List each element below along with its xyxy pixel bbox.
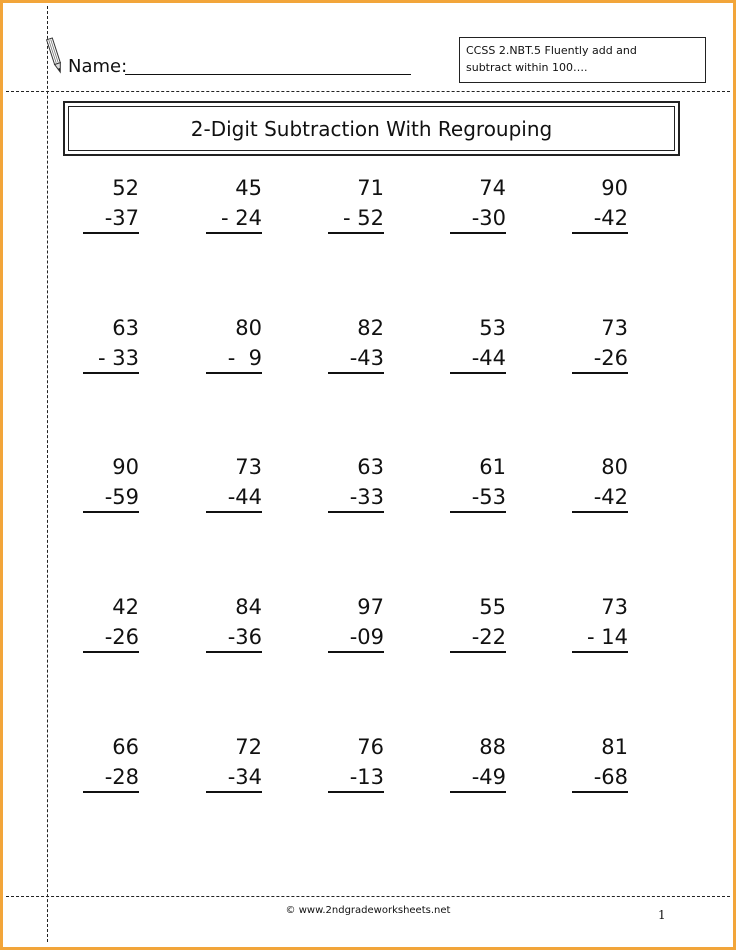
subtrahend: -34	[206, 763, 262, 793]
minuend: 80	[601, 455, 628, 479]
subtrahend: -26	[83, 623, 139, 653]
subtrahend: -28	[83, 763, 139, 793]
subtraction-problem	[83, 731, 139, 793]
minuend: 73	[601, 595, 628, 619]
subtraction-problem	[328, 591, 384, 653]
minuend: 61	[479, 455, 506, 479]
subtraction-problem	[206, 172, 262, 234]
subtrahend: -22	[450, 623, 506, 653]
subtrahend: -53	[450, 483, 506, 513]
minuend: 53	[479, 316, 506, 340]
subtraction-problem	[572, 451, 628, 513]
subtrahend: - 9	[206, 344, 262, 374]
standard-text-line2: subtract within 100….	[466, 61, 588, 74]
minuend: 80	[235, 316, 262, 340]
minuend: 55	[479, 595, 506, 619]
subtraction-problem	[450, 451, 506, 513]
minuend: 90	[112, 455, 139, 479]
page-number: 1	[658, 908, 666, 922]
minuend: 63	[112, 316, 139, 340]
subtrahend: -37	[83, 204, 139, 234]
subtraction-problem	[572, 731, 628, 793]
subtraction-problem	[450, 591, 506, 653]
subtrahend: -13	[328, 763, 384, 793]
subtrahend: -44	[206, 483, 262, 513]
copyright-footer: © www.2ndgradeworksheets.net	[285, 905, 451, 916]
top-cut-line	[6, 91, 730, 92]
minuend: 97	[357, 595, 384, 619]
subtraction-problem	[83, 451, 139, 513]
subtraction-problem	[83, 172, 139, 234]
worksheet-title: 2-Digit Subtraction With Regrouping	[68, 106, 675, 151]
subtrahend: - 52	[328, 204, 384, 234]
subtrahend: - 24	[206, 204, 262, 234]
subtraction-problem	[206, 731, 262, 793]
subtrahend: -30	[450, 204, 506, 234]
minuend: 81	[601, 735, 628, 759]
subtraction-problem	[572, 172, 628, 234]
name-label: Name:	[68, 56, 128, 77]
title-box	[63, 101, 680, 156]
subtrahend: - 33	[83, 344, 139, 374]
pencil-icon	[46, 36, 64, 76]
subtrahend: -44	[450, 344, 506, 374]
minuend: 88	[479, 735, 506, 759]
minuend: 52	[112, 176, 139, 200]
standard-box	[459, 37, 706, 83]
subtraction-problem	[206, 451, 262, 513]
subtrahend: -42	[572, 483, 628, 513]
subtraction-problem	[328, 451, 384, 513]
subtraction-problem	[450, 312, 506, 374]
subtraction-problem	[328, 312, 384, 374]
subtrahend: -43	[328, 344, 384, 374]
subtrahend: -49	[450, 763, 506, 793]
subtrahend: -33	[328, 483, 384, 513]
subtraction-problem	[83, 591, 139, 653]
minuend: 74	[479, 176, 506, 200]
subtraction-problem	[328, 731, 384, 793]
minuend: 72	[235, 735, 262, 759]
subtraction-problem	[450, 172, 506, 234]
subtraction-problem	[572, 591, 628, 653]
subtrahend: -68	[572, 763, 628, 793]
vertical-cut-line	[47, 6, 48, 942]
bottom-cut-line	[6, 896, 730, 897]
subtraction-problem	[83, 312, 139, 374]
subtraction-problem	[572, 312, 628, 374]
minuend: 71	[357, 176, 384, 200]
minuend: 42	[112, 595, 139, 619]
subtraction-problem	[450, 731, 506, 793]
minuend: 73	[601, 316, 628, 340]
minuend: 90	[601, 176, 628, 200]
minuend: 73	[235, 455, 262, 479]
minuend: 63	[357, 455, 384, 479]
subtrahend: -59	[83, 483, 139, 513]
minuend: 45	[235, 176, 262, 200]
subtrahend: -09	[328, 623, 384, 653]
subtraction-problem	[206, 312, 262, 374]
minuend: 66	[112, 735, 139, 759]
subtraction-problem	[206, 591, 262, 653]
subtrahend: -42	[572, 204, 628, 234]
subtrahend: -36	[206, 623, 262, 653]
minuend: 82	[357, 316, 384, 340]
subtraction-problem	[328, 172, 384, 234]
subtrahend: - 14	[572, 623, 628, 653]
name-write-line[interactable]	[125, 74, 411, 75]
subtrahend: -26	[572, 344, 628, 374]
minuend: 84	[235, 595, 262, 619]
standard-text-line1: CCSS 2.NBT.5 Fluently add and	[466, 44, 637, 57]
minuend: 76	[357, 735, 384, 759]
